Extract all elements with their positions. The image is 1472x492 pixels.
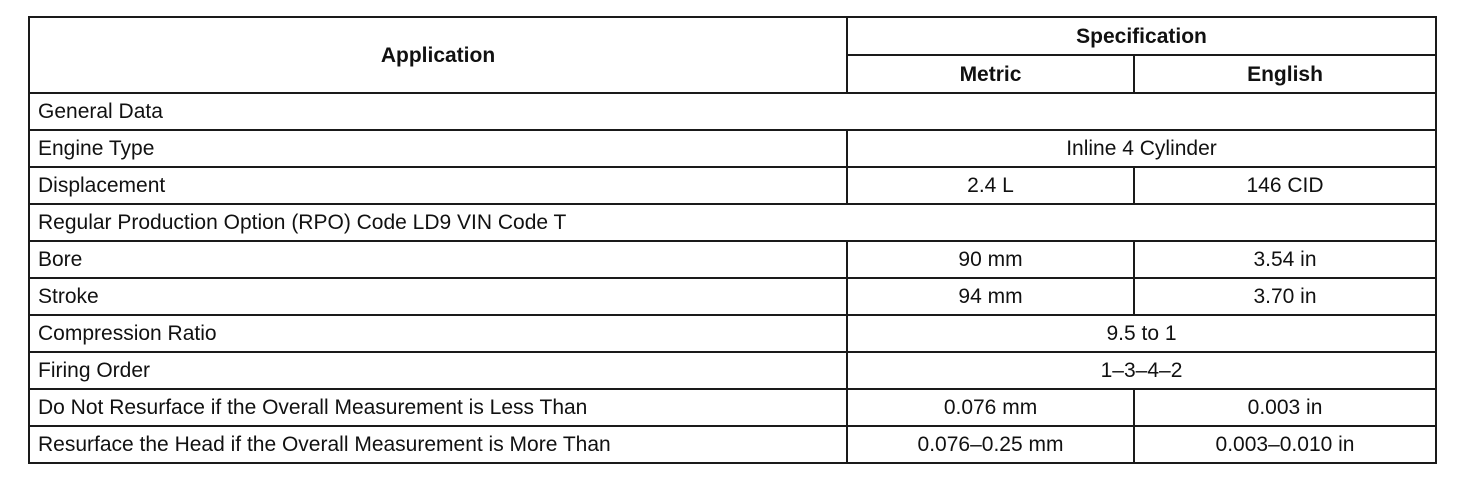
metric-value: 90 mm — [847, 241, 1134, 278]
row-label: Stroke — [29, 278, 847, 315]
table-row — [29, 167, 1436, 204]
row-label: Displacement — [29, 167, 847, 204]
section-general-data: General Data — [29, 93, 1436, 130]
row-value: Inline 4 Cylinder — [847, 130, 1436, 167]
engine-specification-table — [28, 16, 1437, 464]
table-row — [29, 130, 1436, 167]
row-value: 1–3–4–2 — [847, 352, 1436, 389]
table-row — [29, 204, 1436, 241]
row-label: Do Not Resurface if the Overall Measurement is Less Than — [29, 389, 847, 426]
table-row — [29, 389, 1436, 426]
table-row — [29, 426, 1436, 463]
table-row — [29, 93, 1436, 130]
metric-value: 0.076–0.25 mm — [847, 426, 1134, 463]
row-label: Compression Ratio — [29, 315, 847, 352]
metric-header: Metric — [847, 55, 1134, 93]
table-row — [29, 352, 1436, 389]
metric-value: 2.4 L — [847, 167, 1134, 204]
row-label: Engine Type — [29, 130, 847, 167]
row-label: Resurface the Head if the Overall Measurement is More Than — [29, 426, 847, 463]
metric-value: 94 mm — [847, 278, 1134, 315]
english-value: 0.003 in — [1134, 389, 1436, 426]
section-rpo-code: Regular Production Option (RPO) Code LD9 VIN Code T — [29, 204, 1436, 241]
table-row — [29, 315, 1436, 352]
english-value: 0.003–0.010 in — [1134, 426, 1436, 463]
english-header: English — [1134, 55, 1436, 93]
metric-value: 0.076 mm — [847, 389, 1134, 426]
table-row — [29, 241, 1436, 278]
row-label: Bore — [29, 241, 847, 278]
row-label: Firing Order — [29, 352, 847, 389]
english-value: 3.54 in — [1134, 241, 1436, 278]
english-value: 3.70 in — [1134, 278, 1436, 315]
header-row-top — [29, 17, 1436, 55]
application-header: Application — [29, 17, 847, 93]
specification-header: Specification — [847, 17, 1436, 55]
english-value: 146 CID — [1134, 167, 1436, 204]
table-row — [29, 278, 1436, 315]
row-value: 9.5 to 1 — [847, 315, 1436, 352]
